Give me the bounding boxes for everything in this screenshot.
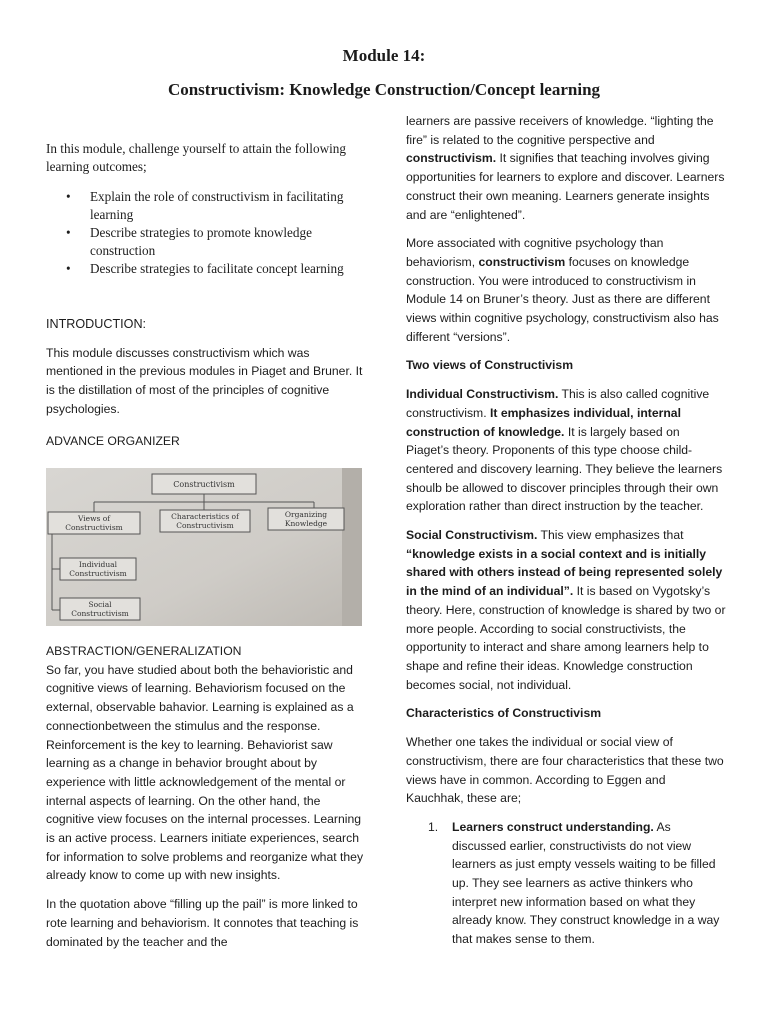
introduction-text: This module discusses constructivism which was mentioned in the previous modules in Piaget and Bruner. It is the distillation of most of the principles of cognitive psychologies. (46, 345, 363, 416)
text-run: This is also called cognitive constructivism. (406, 387, 710, 420)
diagram-views-label-1: Views of (77, 514, 111, 523)
bold-term: constructivism (478, 254, 566, 269)
diagram-organizing-label-2: Knowledge (284, 519, 328, 528)
bold-term: Individual Constructivism. (406, 387, 559, 402)
paragraph-cognitive (406, 234, 726, 346)
two-views-heading: Two views of Constructivism (406, 358, 574, 373)
list-item: • Describe strategies to promote knowledge construction (46, 224, 364, 260)
bold-term: Learners construct understanding. (452, 819, 654, 834)
diagram-views-label-2: Constructivism (65, 523, 123, 532)
social-constructivism (406, 526, 726, 694)
list-item: • Explain the role of constructivism in facilitating learning (46, 188, 364, 224)
bold-term: “knowledge exists in a social context and is initially shared with others instead of being represented solely in the mind of an individual”. (406, 546, 723, 599)
page-title: Constructivism: Knowledge Construction/Concept learning (167, 80, 601, 99)
bold-term: It emphasizes individual, internal construction of knowledge. (406, 405, 681, 439)
introduction-heading: INTRODUCTION: (46, 317, 147, 331)
left-column-lower (46, 642, 364, 951)
quotation-text: In the quotation above “filling up the pail” is more linked to rote learning and behaviorism. It connotes that teaching is dominated by the teacher and the (46, 897, 359, 949)
characteristics-intro: Whether one takes the individual or social view of constructivism, there are four characteristics that these two views have in common. According to Eggen and Kauchhak, these are; (406, 735, 724, 806)
learning-outcomes-list (46, 188, 364, 278)
diagram-root-label: Constructivism (173, 480, 235, 489)
outcomes-prompt: In this module, challenge yourself to attain the following learning outcomes; (46, 141, 346, 174)
text-run: It is largely based on Piaget’s theory. Proponents of this type choose child-centered and discovery learning. They believe the learners shoulb be allowed to discover principles through their own exploration rather than direct instruction by the teacher. (406, 424, 723, 514)
characteristics-heading: Characteristics of Constructivism (406, 706, 602, 721)
text-run: learners are passive receivers of knowledge. “lighting the fire” is related to the cognitive perspective and (406, 114, 714, 147)
advance-organizer-heading: ADVANCE ORGANIZER (46, 433, 180, 448)
diagram-page-shadow (342, 468, 362, 626)
diagram-social-label-1: Social (88, 600, 112, 609)
diagram-characteristics-label-2: Constructivism (176, 521, 234, 530)
diagram-individual-label-1: Individual (78, 560, 118, 569)
characteristics-list (406, 818, 726, 949)
text-run: It signifies that teaching involves giving opportunities for learners to explore and discover. Learners construct their own meaning. Learners generate insights and are “enlightened”. (406, 151, 725, 222)
advance-organizer-diagram (46, 468, 362, 626)
list-item (406, 818, 726, 949)
bold-term: Social Constructivism. (406, 528, 538, 543)
diagram-characteristics-label-1: Characteristics of (171, 512, 239, 521)
paragraph-lighting-fire (406, 112, 726, 224)
diagram-social-label-2: Constructivism (71, 609, 129, 618)
left-column (46, 140, 364, 450)
right-column (406, 112, 726, 949)
module-number: Module 14: (342, 46, 426, 65)
text-run: focuses on knowledge construction. You were introduced to constructivism in Module 14 on Bruner’s theory. Just as there are different views within cognitive psychology, constructivism also has different “versions”. (406, 254, 719, 344)
abstraction-text: So far, you have studied about both the behavioristic and cognitive views of learning. Behaviorism focused on the external, observable bahavior. Learning is explained as a connectionbetween the stimulus and the response. Reinforcement is the key to learning. Behaviorist saw learning as a change in behavior brought about by experience with little acknowledgement of the mental or internal aspects of learning. On the other hand, the cognitive view focuses on the internal processes. Learning is an active process. Learners initiate experiences, search for information to solve problems and reorganize what they already know to come up with new insights. (46, 662, 364, 883)
text-run: This view emphasizes that (537, 528, 684, 543)
text-run: As discussed earlier, constructivists do not view learners as just empty vessels waiting to be filled up. They see learners as active thinkers who interpret new information based on what they already know. They construct knowledge in a way that makes sense to them. (452, 819, 720, 947)
diagram-individual-label-2: Constructivism (69, 569, 127, 578)
list-number: 1. (428, 819, 439, 834)
text-run: More associated with cognitive psychology than behaviorism, (406, 236, 664, 269)
individual-constructivism (406, 385, 726, 516)
bold-term: constructivism. (406, 151, 497, 166)
diagram-organizing-label-1: Organizing (284, 510, 328, 519)
list-item: • Describe strategies to facilitate concept learning (46, 260, 364, 278)
text-run: It is based on Vygotsky’s theory. Here, construction of knowledge is shared by two or more people. According to social constructivists, the opportunity to interact and share among learners help to shape and refine their ideas. Knowledge construction becomes social, not individual. (406, 584, 726, 692)
abstraction-heading: ABSTRACTION/GENERALIZATION (46, 644, 242, 658)
